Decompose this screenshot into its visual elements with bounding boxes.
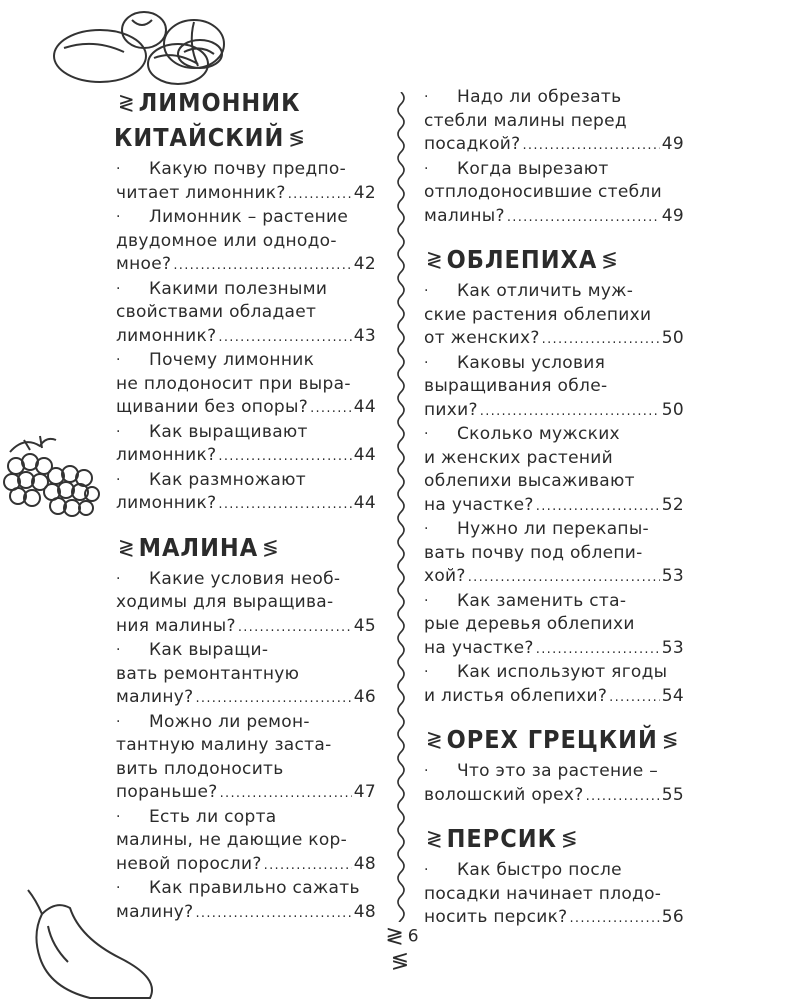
entry-line: малины? ..... 49: [424, 205, 684, 230]
entry-line: Как отличить муж-: [457, 281, 634, 301]
entry-line: тантную малину заста-: [116, 735, 332, 755]
entry-line: ния малины? ..... 45: [116, 615, 376, 640]
entry-line: на участке? ..... 53: [424, 637, 684, 662]
toc-entry[interactable]: [424, 590, 684, 662]
bullet-icon: ·: [424, 89, 429, 105]
entry-page-number: 49: [661, 205, 684, 226]
toc-section-persik: [424, 822, 684, 931]
entry-page-number: 52: [661, 494, 684, 515]
entry-line: стебли малины перед: [424, 110, 627, 131]
dot-leader: [218, 493, 351, 517]
dot-leader: [264, 854, 352, 878]
entry-line: отплодоносившие стебли: [424, 182, 662, 202]
entry-line: Какую почву предпо-: [149, 159, 347, 179]
dot-leader: [310, 397, 352, 421]
toc-entry[interactable]: [424, 280, 684, 352]
section-title: ≷ ЛИМОННИК КИТАЙСКИЙ ≶: [114, 86, 376, 156]
entry-line: посадки начинает плодо-: [424, 883, 662, 904]
toc-entry[interactable]: [116, 469, 376, 517]
entry-page-number: 53: [661, 566, 684, 586]
dot-leader: [507, 206, 660, 230]
bullet-icon: ·: [116, 161, 121, 177]
dot-leader: [288, 183, 352, 207]
dot-leader: [195, 687, 351, 711]
entry-page-number: 47: [353, 782, 376, 802]
entry-page-number: 44: [353, 493, 376, 513]
entry-line: малину? ..... 46: [116, 686, 376, 711]
entry-line: хой? ..... 53: [424, 565, 684, 590]
entry-line: Надо ли обрезать: [457, 87, 622, 107]
bullet-icon: ·: [424, 664, 429, 680]
entry-line: Когда вырезают: [457, 158, 609, 179]
entry-line: волошский орех? ..... 55: [424, 784, 684, 809]
entry-page-number: 46: [353, 687, 376, 707]
toc-section-oblepikha: [424, 243, 684, 709]
bullet-icon: ·: [424, 763, 429, 779]
page-number: ≷ 6≶: [385, 924, 419, 974]
entry-line: мное? ..... 42: [116, 253, 376, 278]
apricots-illustration: [44, 6, 230, 86]
entry-page-number: 53: [661, 637, 684, 658]
entry-line: Как заменить ста-: [457, 590, 627, 611]
dot-leader: [586, 785, 660, 809]
entry-line: Сколько мужских: [457, 424, 620, 444]
entry-line: Как выращи-: [149, 640, 269, 660]
entry-line: Как используют ягоды: [457, 662, 668, 682]
entry-line: ходимы для выращива-: [116, 592, 334, 612]
dot-leader: [522, 134, 659, 158]
bullet-icon: ·: [424, 283, 429, 299]
squiggle-icon: ≶: [560, 827, 578, 852]
dot-leader: [570, 907, 660, 931]
squiggle-icon: ≶: [601, 248, 618, 273]
section-title: ≷ МАЛИНА ≶: [114, 531, 376, 566]
dot-leader: [468, 566, 660, 590]
entry-line: Как выращивают: [149, 421, 308, 442]
entry-line: невой поросли? ..... 48: [116, 853, 376, 878]
entry-line: лимонник? ..... 43: [116, 325, 376, 350]
entry-line: ские растения облепихи: [424, 304, 652, 325]
entry-line: на участке? ..... 52: [424, 494, 684, 519]
toc-section-malina-continued: [424, 86, 684, 229]
entry-line: Какими полезными: [149, 278, 328, 299]
entry-line: вить плодоносить: [116, 758, 284, 779]
bullet-icon: ·: [116, 808, 121, 825]
bullet-icon: ·: [116, 423, 121, 440]
dot-leader: [536, 638, 660, 662]
bullet-icon: ·: [116, 880, 121, 896]
squiggle-icon: ≶: [262, 535, 279, 561]
entry-line: Есть ли сорта: [149, 806, 277, 827]
bullet-icon: ·: [424, 354, 429, 371]
bullet-icon: ·: [424, 160, 429, 177]
dot-leader: [218, 445, 351, 469]
bullet-icon: ·: [116, 209, 121, 225]
toc-section-orekh: [424, 723, 684, 808]
squiggle-icon: ≶: [661, 728, 679, 753]
entry-line: Как размножают: [149, 469, 306, 490]
entry-line: Что это за растение –: [457, 761, 659, 781]
entry-line: не плодоносит при выра-: [116, 373, 351, 394]
entry-line: посадкой? ..... 49: [424, 133, 684, 158]
bullet-icon: ·: [116, 570, 121, 587]
entry-page-number: 55: [661, 784, 684, 805]
entry-line: выращивания обле-: [424, 376, 608, 396]
dot-leader: [173, 254, 351, 278]
entry-line: Можно ли ремон-: [149, 711, 310, 732]
dot-leader: [609, 686, 660, 710]
entry-line: и листья облепихи? ..... 54: [424, 685, 684, 710]
entry-page-number: 49: [661, 134, 684, 154]
dot-leader: [220, 782, 352, 806]
dot-leader: [480, 400, 660, 424]
toc-entry[interactable]: [424, 158, 684, 230]
toc-entry[interactable]: [424, 760, 684, 808]
bullet-icon: ·: [116, 713, 121, 730]
bullet-icon: ·: [424, 592, 429, 609]
entry-page-number: 43: [353, 325, 376, 346]
entry-page-number: 50: [661, 399, 684, 420]
section-title: ≷ ПЕРСИК ≶: [422, 822, 684, 857]
entry-line: Какие условия необ-: [149, 568, 341, 589]
toc-entry[interactable]: [116, 349, 376, 421]
entry-line: рые деревья облепихи: [424, 614, 635, 634]
column-divider: [394, 92, 408, 922]
entry-line: читает лимонник? ..... 42: [116, 182, 376, 207]
entry-page-number: 42: [353, 254, 376, 274]
bullet-icon: ·: [424, 426, 429, 442]
entry-line: вать ремонтантную: [116, 663, 300, 684]
section-title: ≷ ОРЕХ ГРЕЦКИЙ ≶: [422, 723, 684, 758]
entry-line: пораньше? ..... 47: [116, 781, 376, 806]
toc-entry[interactable]: [116, 711, 376, 806]
entry-page-number: 56: [661, 907, 684, 927]
entry-line: Нужно ли перекапы-: [457, 519, 649, 539]
entry-line: двудомное или однодо-: [116, 230, 337, 251]
toc-entry[interactable]: [116, 158, 376, 206]
toc-entry[interactable]: [424, 86, 684, 158]
toc-entry[interactable]: [424, 423, 684, 518]
dot-leader: [195, 902, 351, 926]
bullet-icon: ·: [424, 521, 429, 537]
toc-entry[interactable]: [424, 518, 684, 590]
entry-line: Как правильно сажать: [149, 878, 360, 898]
entry-line: вать почву под облепи-: [424, 542, 643, 563]
bullet-icon: ·: [116, 352, 121, 368]
toc-left-column: [116, 86, 376, 935]
entry-line: свойствами обладает: [116, 302, 317, 322]
section-title: ≷ ОБЛЕПИХА ≶: [422, 243, 684, 278]
entry-page-number: 44: [353, 397, 376, 417]
squiggle-icon: ≷: [426, 728, 443, 753]
bullet-icon: ·: [424, 862, 429, 878]
squiggle-icon: ≷: [426, 827, 443, 852]
toc-entry[interactable]: [116, 806, 376, 878]
toc-section-limonnik: [116, 86, 376, 517]
entry-line: Каковы условия: [457, 352, 606, 373]
toc-entry[interactable]: [116, 568, 376, 640]
toc-entry[interactable]: [116, 421, 376, 469]
toc-entry[interactable]: [424, 352, 684, 424]
entry-line: облепихи высаживают: [424, 471, 635, 491]
toc-right-column: [424, 86, 684, 941]
entry-page-number: 48: [353, 853, 376, 874]
entry-line: Почему лимонник: [149, 350, 315, 370]
toc-entry[interactable]: [116, 877, 376, 925]
entry-line: лимонник? ..... 44: [116, 444, 376, 469]
squiggle-icon: ≶: [390, 949, 410, 974]
entry-line: Лимонник – растение: [149, 207, 349, 227]
entry-line: щивании без опоры? ..... 44: [116, 396, 376, 421]
entry-page-number: 45: [353, 615, 376, 636]
dot-leader: [536, 495, 660, 519]
squiggle-icon: ≷: [385, 924, 404, 949]
bullet-icon: ·: [116, 280, 121, 297]
squiggle-icon: ≷: [118, 91, 135, 116]
dot-leader: [238, 616, 352, 640]
raspberry-illustration: [0, 432, 104, 524]
squiggle-icon: ≶: [288, 126, 305, 151]
toc-entry[interactable]: [116, 278, 376, 350]
entry-page-number: 42: [353, 182, 376, 203]
toc-section-malina: [116, 531, 376, 926]
bullet-icon: ·: [116, 642, 121, 658]
dot-leader: [218, 326, 351, 350]
toc-entry[interactable]: [116, 639, 376, 711]
entry-line: малины, не дающие кор-: [116, 830, 348, 850]
bullet-icon: ·: [116, 471, 121, 488]
squiggle-icon: ≷: [118, 535, 135, 561]
entry-line: носить персик? ..... 56: [424, 906, 684, 931]
toc-entry[interactable]: [424, 859, 684, 931]
entry-line: лимонник? ..... 44: [116, 492, 376, 517]
squiggle-icon: ≷: [426, 248, 443, 273]
entry-page-number: 54: [661, 685, 684, 706]
entry-page-number: 50: [661, 328, 684, 348]
toc-entry[interactable]: [424, 661, 684, 709]
entry-line: Как быстро после: [457, 860, 622, 880]
entry-line: пихи? ..... 50: [424, 399, 684, 424]
entry-line: от женских? ..... 50: [424, 327, 684, 352]
entry-line: малину? ..... 48: [116, 901, 376, 926]
entry-page-number: 44: [353, 445, 376, 465]
entry-line: и женских растений: [424, 447, 613, 468]
dot-leader: [542, 328, 660, 352]
toc-entry[interactable]: [116, 206, 376, 278]
entry-page-number: 48: [353, 901, 376, 922]
